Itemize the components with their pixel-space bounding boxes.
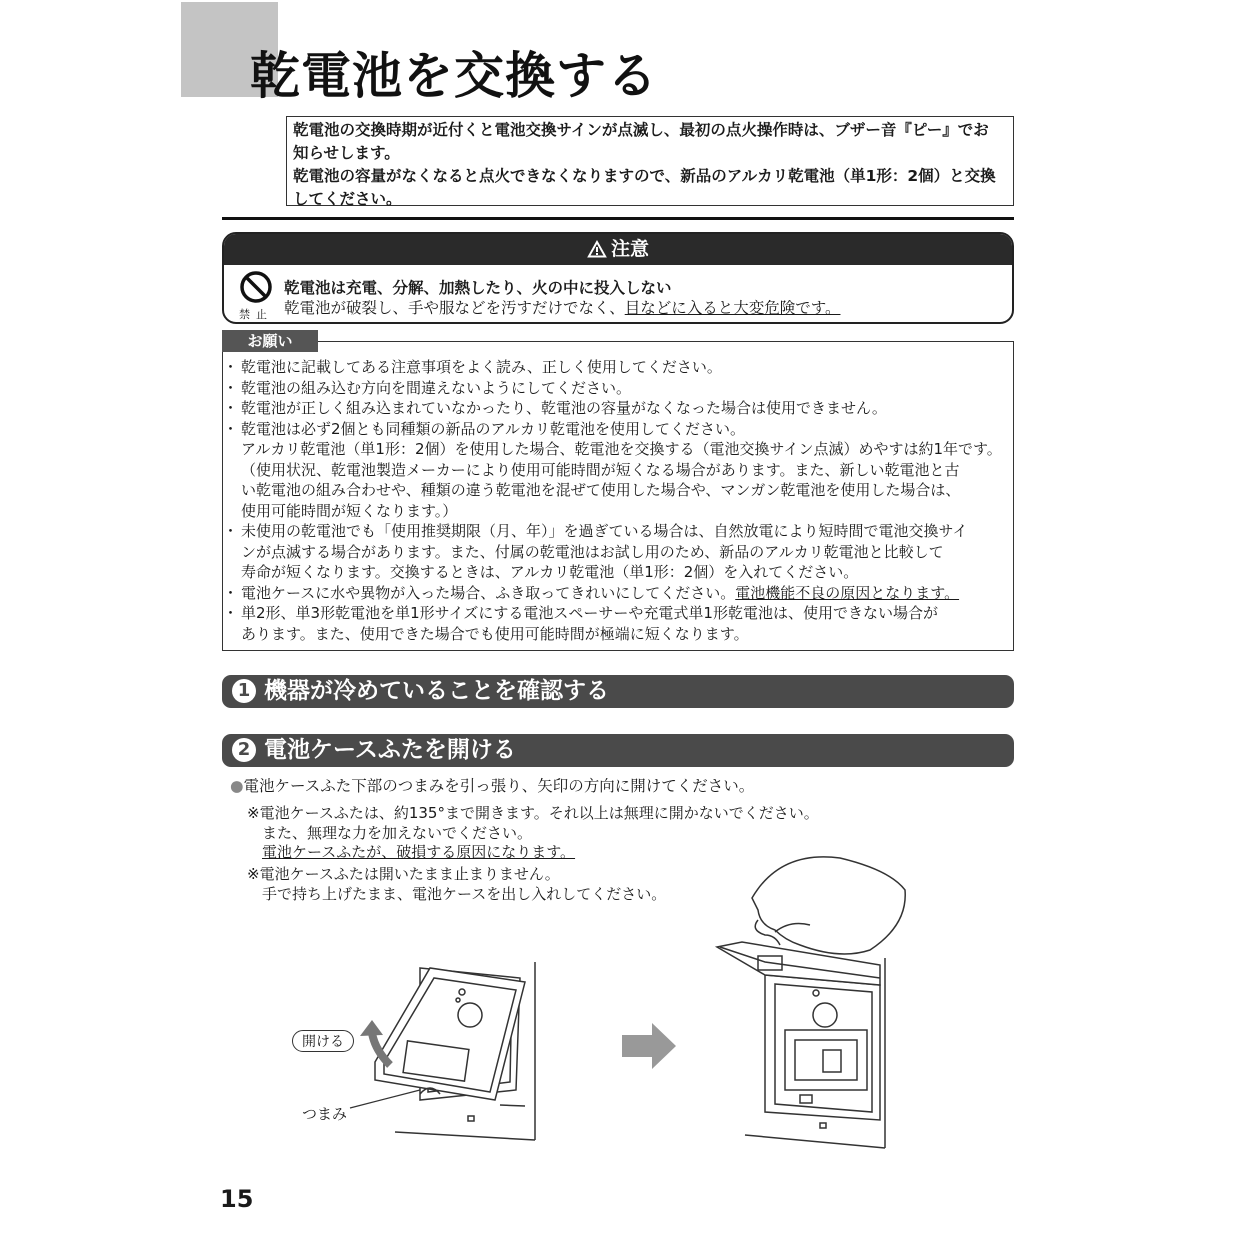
list-line: い乾電池の組み合わせや、種類の違う乾電池を混ぜて使用した場合や、マンガン乾電池を使用した場合は、	[241, 481, 961, 499]
list-line: 電池ケースに水や異物が入った場合、ふき取ってきれいにしてください。	[241, 583, 736, 602]
list-line: アルカリ乾電池（単1形：2個）を使用した場合、乾電池を交換する（電池交換サイン点滅）めやすは約1年です。	[241, 440, 1002, 458]
list-line: ・ 単2形、単3形乾電池を単1形サイズにする電池スペーサーや充電式単1形乾電池は、使用できない場合が	[241, 604, 938, 622]
list-item	[228, 419, 1012, 522]
caution-heading: 注意	[610, 238, 649, 260]
intro-box	[286, 116, 1014, 206]
page-title: 乾電池を交換する	[250, 47, 658, 105]
battery-case-illustration	[280, 850, 940, 1160]
note-line: また、無理な力を加えないでください。	[262, 823, 533, 842]
request-label: お願い	[222, 330, 318, 352]
list-item: ・ 乾電池に記載してある注意事項をよく読み、正しく使用してください。	[228, 357, 1012, 378]
open-label: 開ける	[292, 1030, 354, 1052]
intro-line: 乾電池の交換時期が近付くと電池交換サインが点滅し、最初の点火操作時は、ブザー音『ピー』でお	[293, 121, 989, 139]
step-title: 電池ケースふたを開ける	[264, 737, 516, 763]
step-1-bar	[222, 675, 1014, 708]
right-arrow-icon	[622, 1023, 676, 1069]
list-item: ・ 乾電池の組み込む方向を間違えないようにしてください。	[228, 378, 1012, 399]
request-list	[228, 357, 1012, 644]
caution-text-bold: 乾電池は充電、分解、加熱したり、火の中に投入しない	[284, 279, 672, 297]
list-line-underlined: 電池機能不良の原因となります。	[735, 583, 960, 602]
caution-text-underlined: 目などに入ると大変危険です。	[624, 299, 841, 317]
request-top-line	[318, 341, 1014, 342]
list-item: ・ 乾電池が正しく組み込まれていなかったり、乾電池の容量がなくなった場合は使用できません。	[228, 398, 1012, 419]
bullet-icon: ●	[230, 777, 244, 795]
list-line: あります。また、使用できた場合でも使用可能時間が極端に短くなります。	[241, 624, 749, 643]
note-line: 手で持ち上げたまま、電池ケースを出し入れしてください。	[262, 884, 667, 903]
prohibited-icon	[239, 270, 273, 304]
step-number: 1	[232, 679, 256, 703]
list-item	[228, 583, 1012, 604]
intro-line: してください。	[293, 190, 402, 208]
list-line: ・ 未使用の乾電池でも「使用推奨期限（月、年）」を過ぎている場合は、自然放電により短時間で電池交換サイ	[241, 522, 968, 540]
note-line-underlined: 電池ケースふたが、破損する原因になります。	[262, 843, 576, 861]
note-line: ※電池ケースふたは、約135°まで開きます。それ以上は無理に開かないでください。	[247, 804, 819, 822]
step-2-bar	[222, 734, 1014, 767]
caution-header	[224, 234, 1012, 265]
list-line: （使用状況、乾電池製造メーカーにより使用可能時間が短くなる場合があります。また、新しい乾電池と古	[241, 460, 960, 479]
prohibit-label: 禁止	[239, 308, 273, 321]
list-line: ンが点滅する場合があります。また、付属の乾電池はお試し用のため、新品のアルカリ乾電池と比較して	[241, 542, 944, 561]
caution-text	[284, 296, 840, 318]
page-number: 15	[220, 1185, 254, 1213]
step-number: 2	[232, 738, 256, 762]
list-line: 使用可能時間が短くなります。）	[241, 501, 458, 520]
case-after-figure	[717, 857, 905, 1148]
prohibit-mark	[234, 270, 278, 322]
section-rule	[222, 217, 1014, 220]
instruction	[230, 774, 754, 796]
case-before-figure	[375, 962, 535, 1140]
warning-triangle-icon	[587, 240, 607, 258]
intro-line: 乾電池の容量がなくなると点火できなくなりますので、新品のアルカリ乾電池（単1形：2個）と交換	[293, 167, 996, 185]
intro-line: 知らせします。	[293, 144, 400, 162]
list-line: 寿命が短くなります。交換するときは、アルカリ乾電池（単1形：2個）を入れてください。	[241, 563, 859, 581]
caution-box	[222, 232, 1014, 324]
arrow-head-icon	[360, 1020, 383, 1036]
instruction-text: 電池ケースふた下部のつまみを引っ張り、矢印の方向に開けてください。	[243, 777, 755, 795]
knob-label: つまみ	[302, 1105, 348, 1123]
list-item	[228, 603, 1012, 644]
caution-text-plain: 乾電池が破裂し、手や服などを汚すだけでなく、	[284, 299, 625, 317]
step-title: 機器が冷めていることを確認する	[264, 678, 609, 704]
list-item	[228, 521, 1012, 583]
note-line: ※電池ケースふたは開いたまま止まりません。	[247, 865, 560, 883]
list-line: ・ 乾電池は必ず2個とも同種類の新品のアルカリ乾電池を使用してください。	[241, 419, 745, 438]
knob-leader-line	[350, 1090, 420, 1108]
